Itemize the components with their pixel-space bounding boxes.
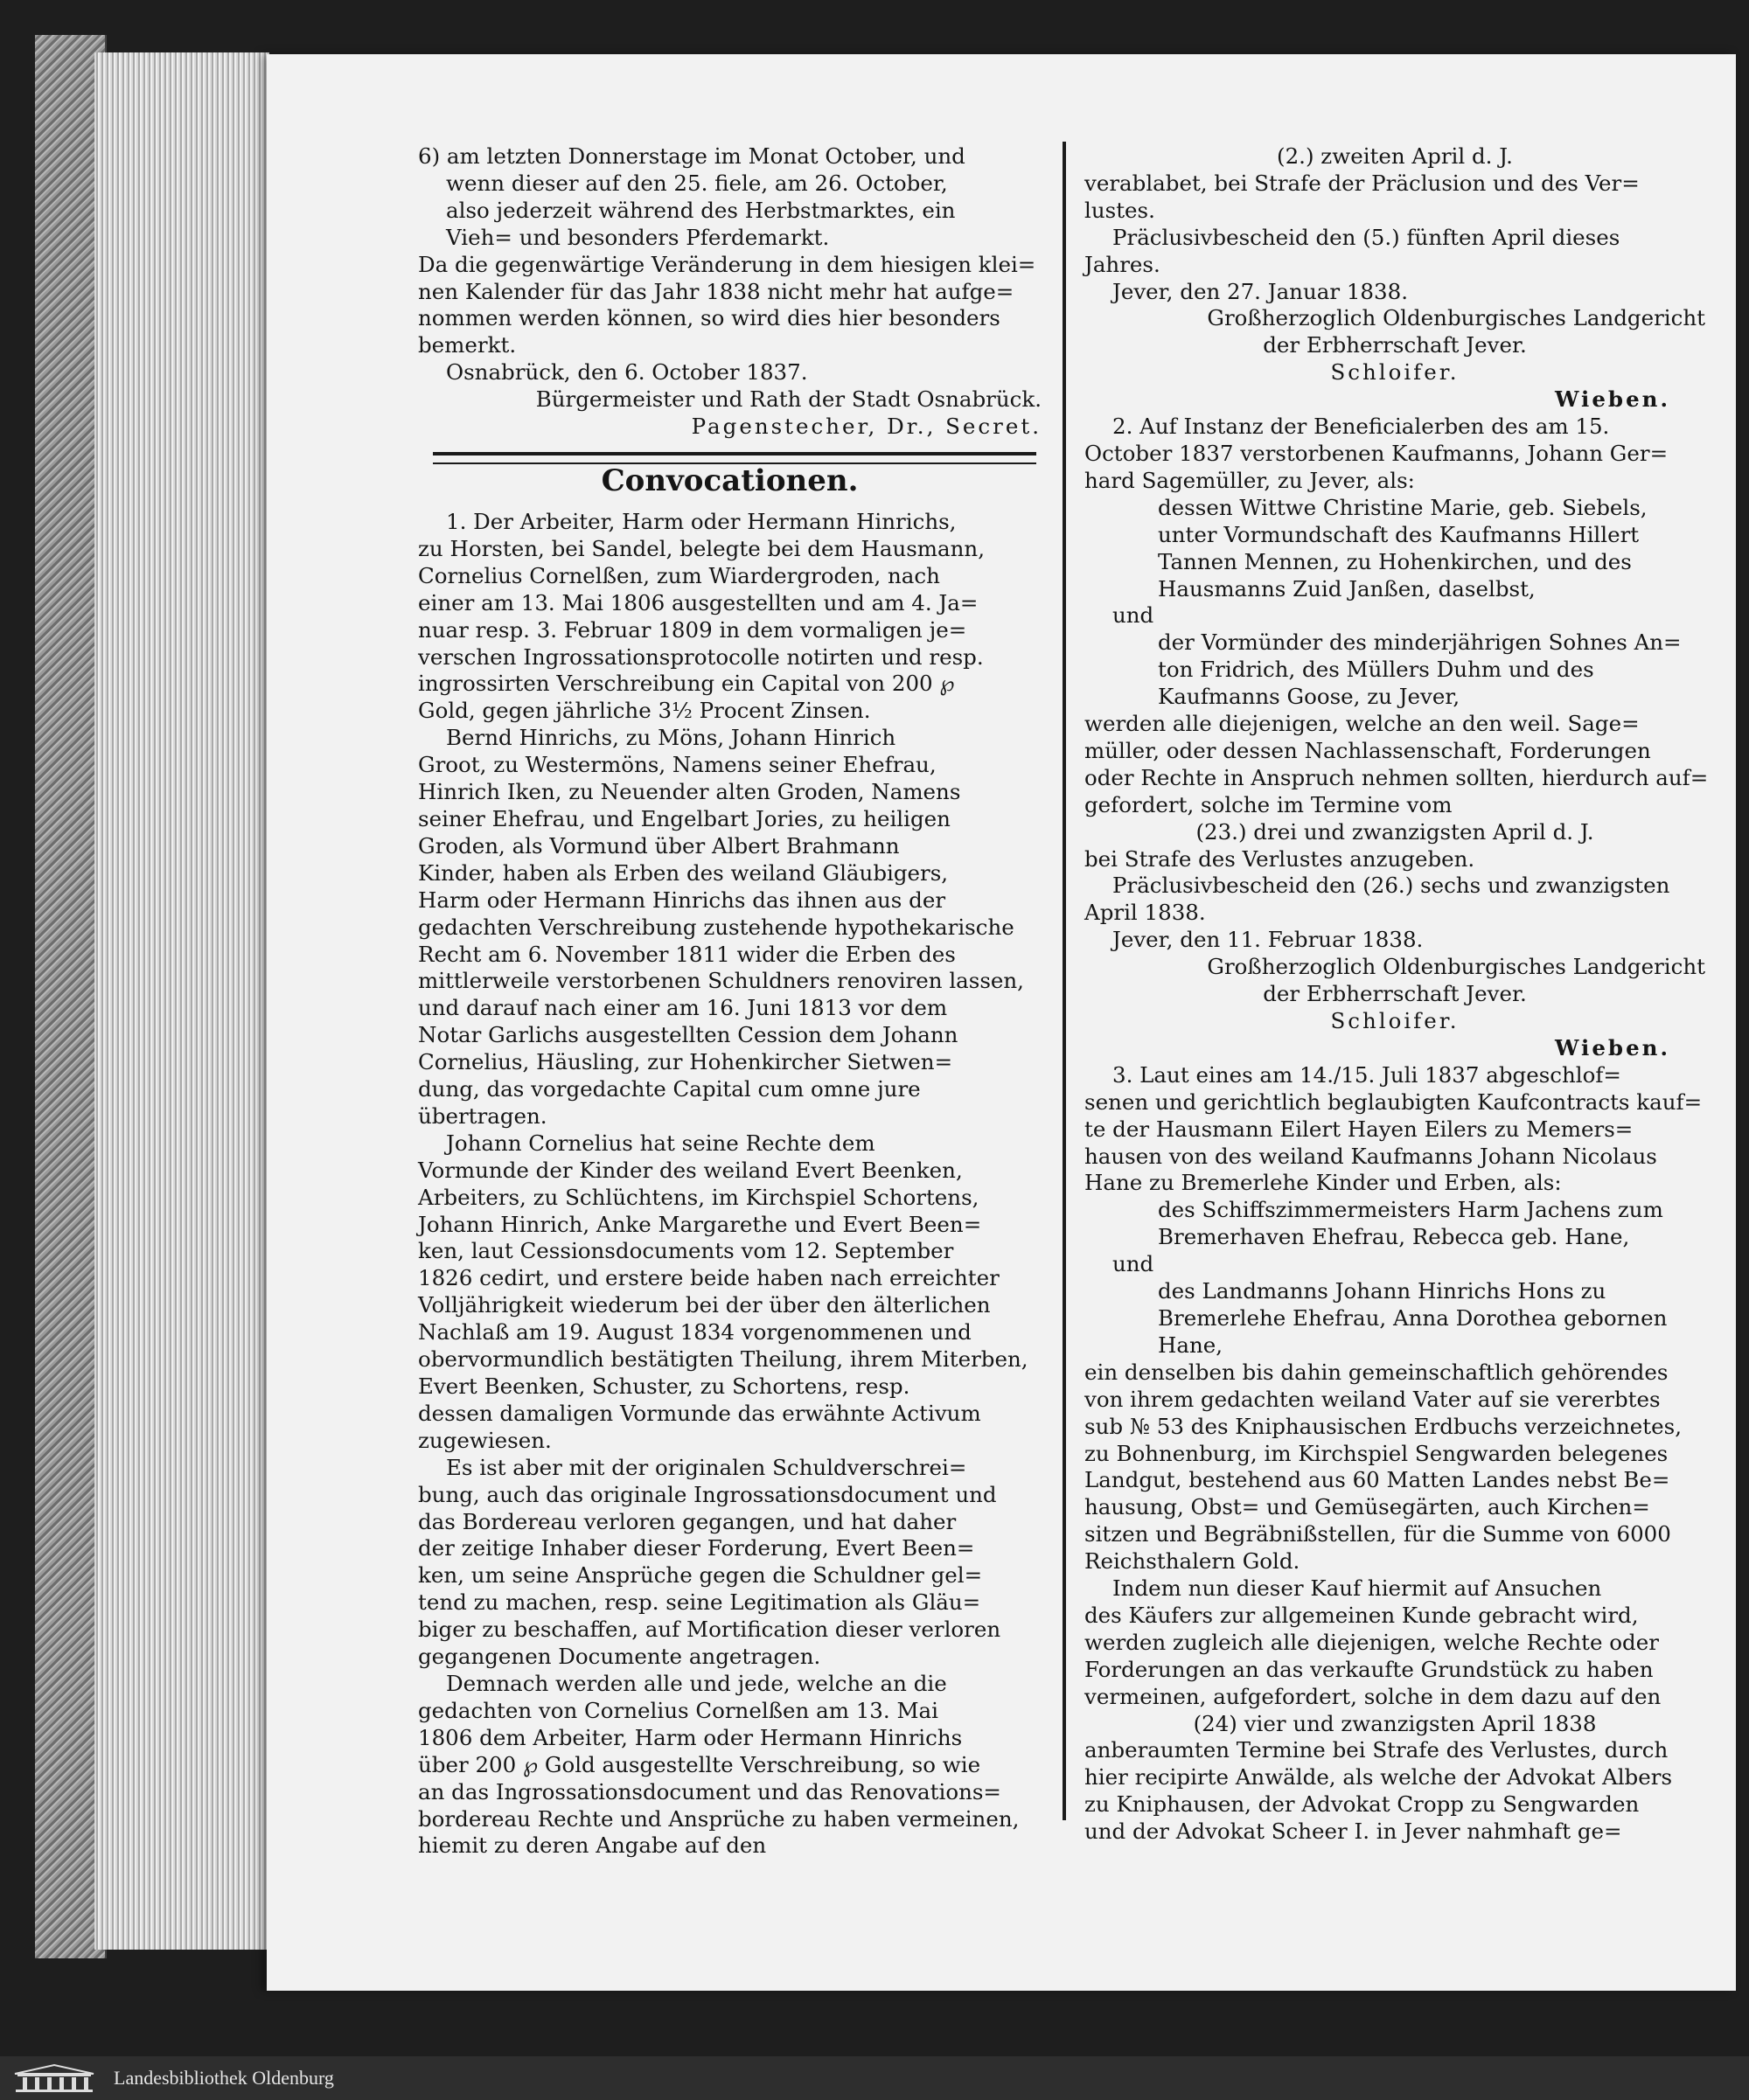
signature: Wieben. [1554,1034,1670,1060]
text-line: lustes. [1084,197,1155,223]
text-line: sitzen und Begräbnißstellen, für die Summe von 6000 [1084,1521,1671,1547]
text-line: te der Hausmann Eilert Hayen Eilers zu Memers= [1084,1116,1634,1142]
text-line: 1. Der Arbeiter, Harm oder Hermann Hinrichs, [446,509,957,534]
list-item: unter Vormundschaft des Kaufmanns Hillert [1158,521,1640,547]
place-date: Osnabrück, den 6. October 1837. [446,359,808,386]
place-date: Jever, den 11. Februar 1838. [1112,927,1424,953]
text-line: Präclusivbescheid den (5.) fünften April dieses [1112,224,1620,250]
text-line: bemerkt. [418,332,517,358]
text-line: Arbeiters, zu Schlüchtens, im Kirchspiel Schortens, [418,1184,979,1210]
court-name: Großherzoglich Oldenburgisches Landgericht [1207,954,1705,980]
text-line: verablabet, bei Strafe der Präclusion und des Ver= [1084,170,1640,196]
text-line: zu Kniphausen, der Advokat Cropp zu Sengwarden [1084,1791,1640,1818]
text-line: hard Sagemüller, zu Jever, als: [1084,467,1415,493]
left-column-convocations [418,509,1042,1860]
entry-6 [418,143,1042,252]
signature: Schloifer. [1330,1008,1460,1033]
text-line: Vieh= und besonders Pferdemarkt. [446,224,830,250]
viewer-footer [0,2056,1749,2100]
text-line: werden alle diejenigen, welche an den weil. Sage= [1084,711,1640,737]
text-line: Volljährigkeit wiederum bei der über den älterlichen [418,1292,991,1318]
paragraph-2 [418,725,1042,1130]
text-line: bung, auch das originale Ingrossationsdocument und [418,1481,997,1507]
text-line: müller, oder dessen Nachlassenschaft, Forderungen [1084,737,1651,763]
list-item: Tannen Mennen, zu Hohenkirchen, und des [1158,548,1632,574]
text-line: verschen Ingrossationsprotocolle notirten und resp. [418,643,984,670]
conjunction: und [1112,602,1154,629]
list-item: des Schiffszimmermeisters Harm Jachens zum [1158,1197,1663,1223]
text-line: nommen werden können, so wird dies hier besonders [418,305,1000,331]
text-line: Groden, als Vormund über Albert Brahmann [418,832,900,859]
text-line: Forderungen an das verkaufte Grundstück zu haben [1084,1656,1654,1682]
text-line: Landgut, bestehend aus 60 Matten Landes nebst Be= [1084,1467,1670,1493]
text-line: Cornelius, Häusling, zur Hohenkircher Sietwen= [418,1049,953,1075]
library-name[interactable]: Landesbibliothek Oldenburg [114,2067,334,2089]
text-line: bordereau Rechte und Ansprüche zu haben vermeinen, [418,1805,1020,1832]
text-line: gedachten von Cornelius Cornelßen am 13. Mai [418,1697,938,1723]
text-line: an das Ingrossationsdocument und das Renovations= [418,1778,1001,1804]
text-line: Hinrich Iken, zu Neuender alten Groden, Namens [418,779,961,805]
text-line: 2. Auf Instanz der Beneficialerben des am 15. [1112,414,1610,440]
column-divider [1063,142,1066,1820]
text-line: Demnach werden alle und jede, welche an die [446,1670,947,1696]
text-line: wenn dieser auf den 25. fiele, am 26. October, [446,170,948,196]
section-heading: Convocationen. [601,463,859,498]
text-line: Evert Beenken, Schuster, zu Schortens, resp. [418,1373,910,1399]
place-date: Jever, den 27. Januar 1838. [1112,278,1408,304]
text-line: zu Horsten, bei Sandel, belegte bei dem Hausmann, [418,535,985,561]
text-line: sub № 53 des Kniphausischen Erdbuchs verzeichnetes, [1084,1413,1682,1439]
text-line: anberaumten Termine bei Strafe des Verlustes, durch [1084,1737,1669,1763]
text-line: dung, das vorgedachte Capital cum omne jure [418,1076,921,1102]
text-line: werden zugleich alle diejenigen, welche Rechte oder [1084,1629,1659,1655]
note [418,252,1042,360]
text-line: 6) am letzten Donnerstage im Monat October, und [418,143,965,169]
text-line: Recht am 6. November 1811 wider die Erben des [418,941,956,967]
paragraph-5 [418,1671,1042,1860]
text-line: Jahres. [1084,251,1160,277]
newspaper-page [267,54,1736,1991]
text-line: Johann Hinrich, Anke Margarethe und Evert Been= [418,1211,982,1237]
text-line: October 1837 verstorbenen Kaufmanns, Johann Ger= [1084,440,1669,466]
term-line: (2.) zweiten April d. J. [1277,143,1513,169]
text-line: Da die gegenwärtige Veränderung in dem hiesigen klei= [418,251,1036,277]
text-line: tend zu machen, resp. seine Legitimation als Gläu= [418,1589,981,1616]
text-line: nuar resp. 3. Februar 1809 in dem vormaligen je= [418,616,967,643]
page-edges [94,52,269,1950]
text-line: übertragen. [418,1102,547,1129]
text-line: ingrossirten Verschreibung ein Capital von 200 ℘ [418,671,955,697]
text-line: 1826 cedirt, und erstere beide haben nach erreichter [418,1265,1000,1291]
text-line: Notar Garlichs ausgestellten Cession dem Johann [418,1022,958,1048]
text-line: Nachlaß am 19. August 1834 vorgenommenen und [418,1319,972,1346]
court-name: Großherzoglich Oldenburgisches Landgericht [1207,305,1705,331]
authority: Bürgermeister und Rath der Stadt Osnabrück. [535,386,1042,413]
paragraph-4 [418,1455,1042,1671]
text-line: Indem nun dieser Kauf hiermit auf Ansuchen [1112,1575,1602,1602]
text-line: senen und gerichtlich beglaubigten Kaufcontracts kauf= [1084,1088,1703,1115]
text-line: Groot, zu Westermöns, Namens seiner Ehefrau, [418,752,937,778]
list-item: ton Fridrich, des Müllers Duhm und des [1158,657,1594,683]
text-line: hier recipirte Anwälde, als welche der Advokat Albers [1084,1764,1673,1791]
text-line: 3. Laut eines am 14./15. Juli 1837 abgeschlof= [1112,1061,1621,1088]
text-line: Kinder, haben als Erben des weiland Gläubigers, [418,859,949,886]
court-name: der Erbherrschaft Jever. [1263,332,1527,358]
text-line: gegangenen Documente angetragen. [418,1644,821,1670]
text-line: zu Bohnenburg, im Kirchspiel Sengwarden belegenes [1084,1440,1669,1466]
list-item: des Landmanns Johann Hinrichs Hons zu [1158,1278,1606,1304]
conjunction: und [1112,1251,1154,1277]
signature: Pagenstecher, Dr., Secret. [691,414,1042,440]
text-line: Cornelius Cornelßen, zum Wiardergroden, nach [418,562,940,588]
text-line: dessen damaligen Vormunde das erwähnte Activum [418,1400,981,1426]
text-line: bei Strafe des Verlustes anzugeben. [1084,845,1475,872]
text-line: also jederzeit während des Herbstmarktes, ein [446,197,956,223]
library-building-icon [10,2063,98,2093]
term-line: (24) vier und zwanzigsten April 1838 [1193,1710,1597,1736]
signature: Schloifer. [1330,359,1460,386]
left-column [418,143,1042,441]
section-rule [433,452,1036,464]
list-item: Hausmanns Zuid Janßen, daselbst, [1158,575,1536,601]
list-item: Hane, [1158,1332,1223,1358]
text-line: obervormundlich bestätigten Theilung, ihrem Miterben, [418,1346,1028,1373]
text-line: Es ist aber mit der originalen Schuldverschrei= [446,1454,967,1480]
text-line: Hane zu Bremerlehe Kinder und Erben, als: [1084,1170,1562,1196]
list-item: Kaufmanns Goose, zu Jever, [1158,684,1460,710]
text-line: der zeitige Inhaber dieser Forderung, Evert Been= [418,1535,975,1561]
list-item: Bremerlehe Ehefrau, Anna Dorothea gebornen [1158,1304,1668,1331]
text-line: ein denselben bis dahin gemeinschaftlich gehörendes [1084,1359,1669,1385]
paragraph-3 [418,1130,1042,1455]
text-line: 1806 dem Arbeiter, Harm oder Hermann Hinrichs [418,1724,963,1750]
text-line: Präclusivbescheid den (26.) sechs und zwanzigsten [1112,873,1670,899]
text-line: einer am 13. Mai 1806 ausgestellten und am 4. Ja= [418,589,979,615]
text-line: seiner Ehefrau, und Engelbart Jories, zu heiligen [418,805,951,831]
paragraph-1 [418,509,1042,725]
text-line: und darauf nach einer am 16. Juni 1813 vor dem [418,995,948,1021]
text-line: April 1838. [1084,900,1206,926]
text-line: biger zu beschaffen, auf Mortification dieser verloren [418,1617,1001,1643]
right-column [1084,143,1709,1846]
court-name: der Erbherrschaft Jever. [1263,981,1527,1007]
text-line: nen Kalender für das Jahr 1838 nicht mehr hat aufge= [418,278,1014,304]
text-line: hiemit zu deren Angabe auf den [418,1832,767,1859]
text-line: gedachten Verschreibung zustehende hypothekarische [418,914,1014,940]
list-item: dessen Wittwe Christine Marie, geb. Siebels, [1158,494,1648,520]
text-line: Bernd Hinrichs, zu Möns, Johann Hinrich [446,725,896,751]
text-line: von ihrem gedachten weiland Vater auf sie vererbtes [1084,1386,1661,1412]
text-line: Johann Cornelius hat seine Rechte dem [446,1130,875,1156]
text-line: hausung, Obst= und Gemüsegärten, auch Kirchen= [1084,1494,1650,1520]
text-line: mittlerweile verstorbenen Schuldners renoviren lassen, [418,968,1024,994]
term-line: (23.) drei und zwanzigsten April d. J. [1195,818,1594,845]
text-line: des Käufers zur allgemeinen Kunde gebracht wird, [1084,1602,1639,1628]
text-line: zugewiesen. [418,1427,552,1453]
signature: Wieben. [1554,386,1670,413]
list-item: der Vormünder des minderjährigen Sohnes An= [1158,629,1682,656]
text-line: Harm oder Hermann Hinrichs das ihnen aus der [418,887,946,913]
text-line: über 200 ℘ Gold ausgestellte Verschreibung, so wie [418,1751,981,1777]
text-line: oder Rechte in Anspruch nehmen sollten, hierdurch auf= [1084,764,1709,790]
text-line: hausen von des weiland Kaufmanns Johann Nicolaus [1084,1143,1657,1169]
text-line: und der Advokat Scheer I. in Jever nahmhaft ge= [1084,1818,1622,1845]
text-line: Gold, gegen jährliche 3½ Procent Zinsen. [418,698,871,724]
text-line: Reichsthalern Gold. [1084,1548,1300,1575]
text-line: Vormunde der Kinder des weiland Evert Beenken, [418,1157,963,1183]
text-line: vermeinen, aufgefordert, solche in dem dazu auf den [1084,1683,1662,1709]
text-line: ken, laut Cessionsdocuments vom 12. September [418,1238,954,1264]
text-line: das Bordereau verloren gegangen, und hat daher [418,1508,957,1534]
text-line: gefordert, solche im Termine vom [1084,791,1453,817]
list-item: Bremerhaven Ehefrau, Rebecca geb. Hane, [1158,1224,1630,1250]
text-line: ken, um seine Ansprüche gegen die Schuldner gel= [418,1562,983,1589]
